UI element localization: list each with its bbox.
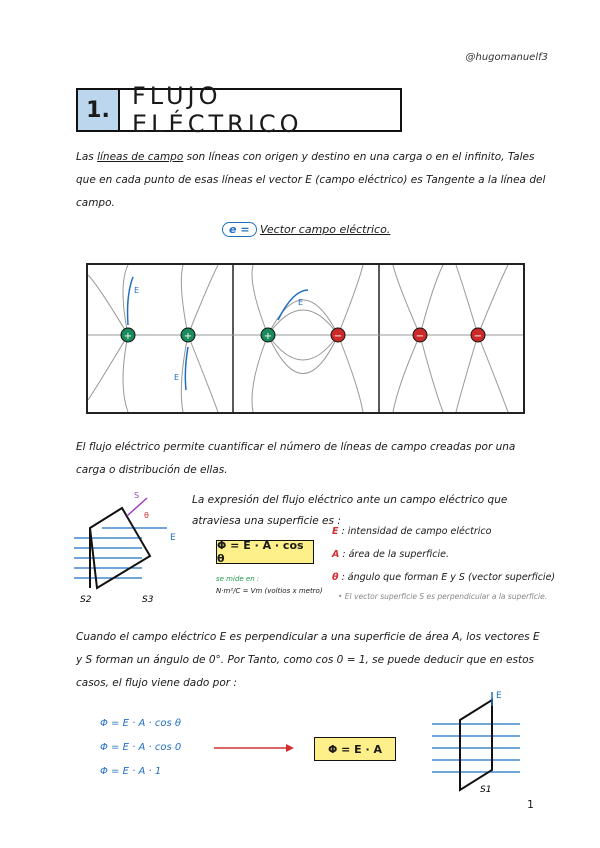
legend-item-e: E : intensidad de campo eléctrico [332, 526, 492, 537]
author-handle: @hugomanuelf3 [465, 52, 548, 63]
expression-text: La expresión del flujo eléctrico ante un campo eléctrico que atraviesa una superficie es : [192, 494, 508, 527]
arrow-icon [214, 742, 294, 754]
negative-charge-1: − [333, 331, 343, 342]
e-vector-label-2: E [496, 691, 502, 701]
inclined-surface-figure [72, 488, 182, 606]
s-vector-label: S [134, 491, 140, 500]
intro-paragraph [76, 146, 546, 215]
legend-item-theta: θ : ángulo que forman E y S (vector superficie) [332, 572, 556, 583]
positive-charge-2: + [183, 331, 193, 342]
derivation-steps [100, 712, 181, 784]
intro-underlined: líneas de campo [97, 151, 184, 163]
field-label-2: E [174, 373, 180, 382]
field-lines-svg [88, 265, 523, 412]
e-vector-label: E [170, 533, 176, 543]
units-fraction: N·m²/C = Vm (voltios x metro) [216, 587, 323, 595]
derivation-step-2: Φ = E · A · cos 0 [100, 742, 182, 753]
vector-symbol: e = [222, 222, 257, 237]
derivation-step-3: Φ = E · A · 1 [100, 766, 162, 777]
positive-charge-1: + [123, 331, 133, 342]
theta-label: θ [144, 511, 149, 520]
legend-note: • El vector superficie S es perpendicular a la superficie. [338, 592, 548, 601]
page-number: 1 [527, 798, 534, 811]
field-lines-diagram [86, 263, 525, 414]
flux-formula: Φ = E · A · cos θ [216, 540, 314, 564]
field-label-3: E [298, 298, 304, 307]
negative-charge-2: − [415, 331, 425, 342]
title-text: FLUJO ELÉCTRICO [132, 82, 303, 138]
perpendicular-surface-figure [430, 690, 530, 800]
title-number: 1. [78, 90, 120, 130]
field-label-1: E [134, 286, 140, 295]
legend-item-a: A : área de la superficie. [332, 549, 450, 560]
flux-intro-paragraph: El flujo eléctrico permite cuantificar el número de líneas de campo creadas por una carga o distribución de ellas. [76, 441, 516, 476]
s2-label: S2 [80, 595, 92, 605]
s1-label: S1 [480, 785, 492, 795]
units-label: se mide en : [216, 575, 260, 583]
positive-charge-3: + [263, 331, 273, 342]
formula-legend [332, 520, 555, 589]
intro-part2: son líneas con origen y destino en una carga o en el infinito, Tales que en cada punto de esas líneas el vector E (campo eléctrico) es Tangente a la línea del campo. [76, 151, 546, 209]
units-note [216, 573, 323, 597]
vector-definition-text: Vector campo eléctrico. [260, 223, 391, 236]
final-flux-formula: Φ = E · A [314, 737, 396, 761]
s3-label: S3 [142, 595, 154, 605]
intro-part1: Las [76, 151, 98, 163]
vector-definition [222, 222, 390, 237]
page-title [76, 82, 402, 138]
perpendicular-paragraph: Cuando el campo eléctrico E es perpendicular a una superficie de área A, los vectores E y S forman un ángulo de 0°. Por Tanto, como cos 0 = 1, se puede deducir que en estos casos, el flujo viene dado por : [76, 631, 540, 689]
derivation-step-1: Φ = E · A · cos θ [100, 718, 181, 729]
negative-charge-3: − [473, 331, 483, 342]
